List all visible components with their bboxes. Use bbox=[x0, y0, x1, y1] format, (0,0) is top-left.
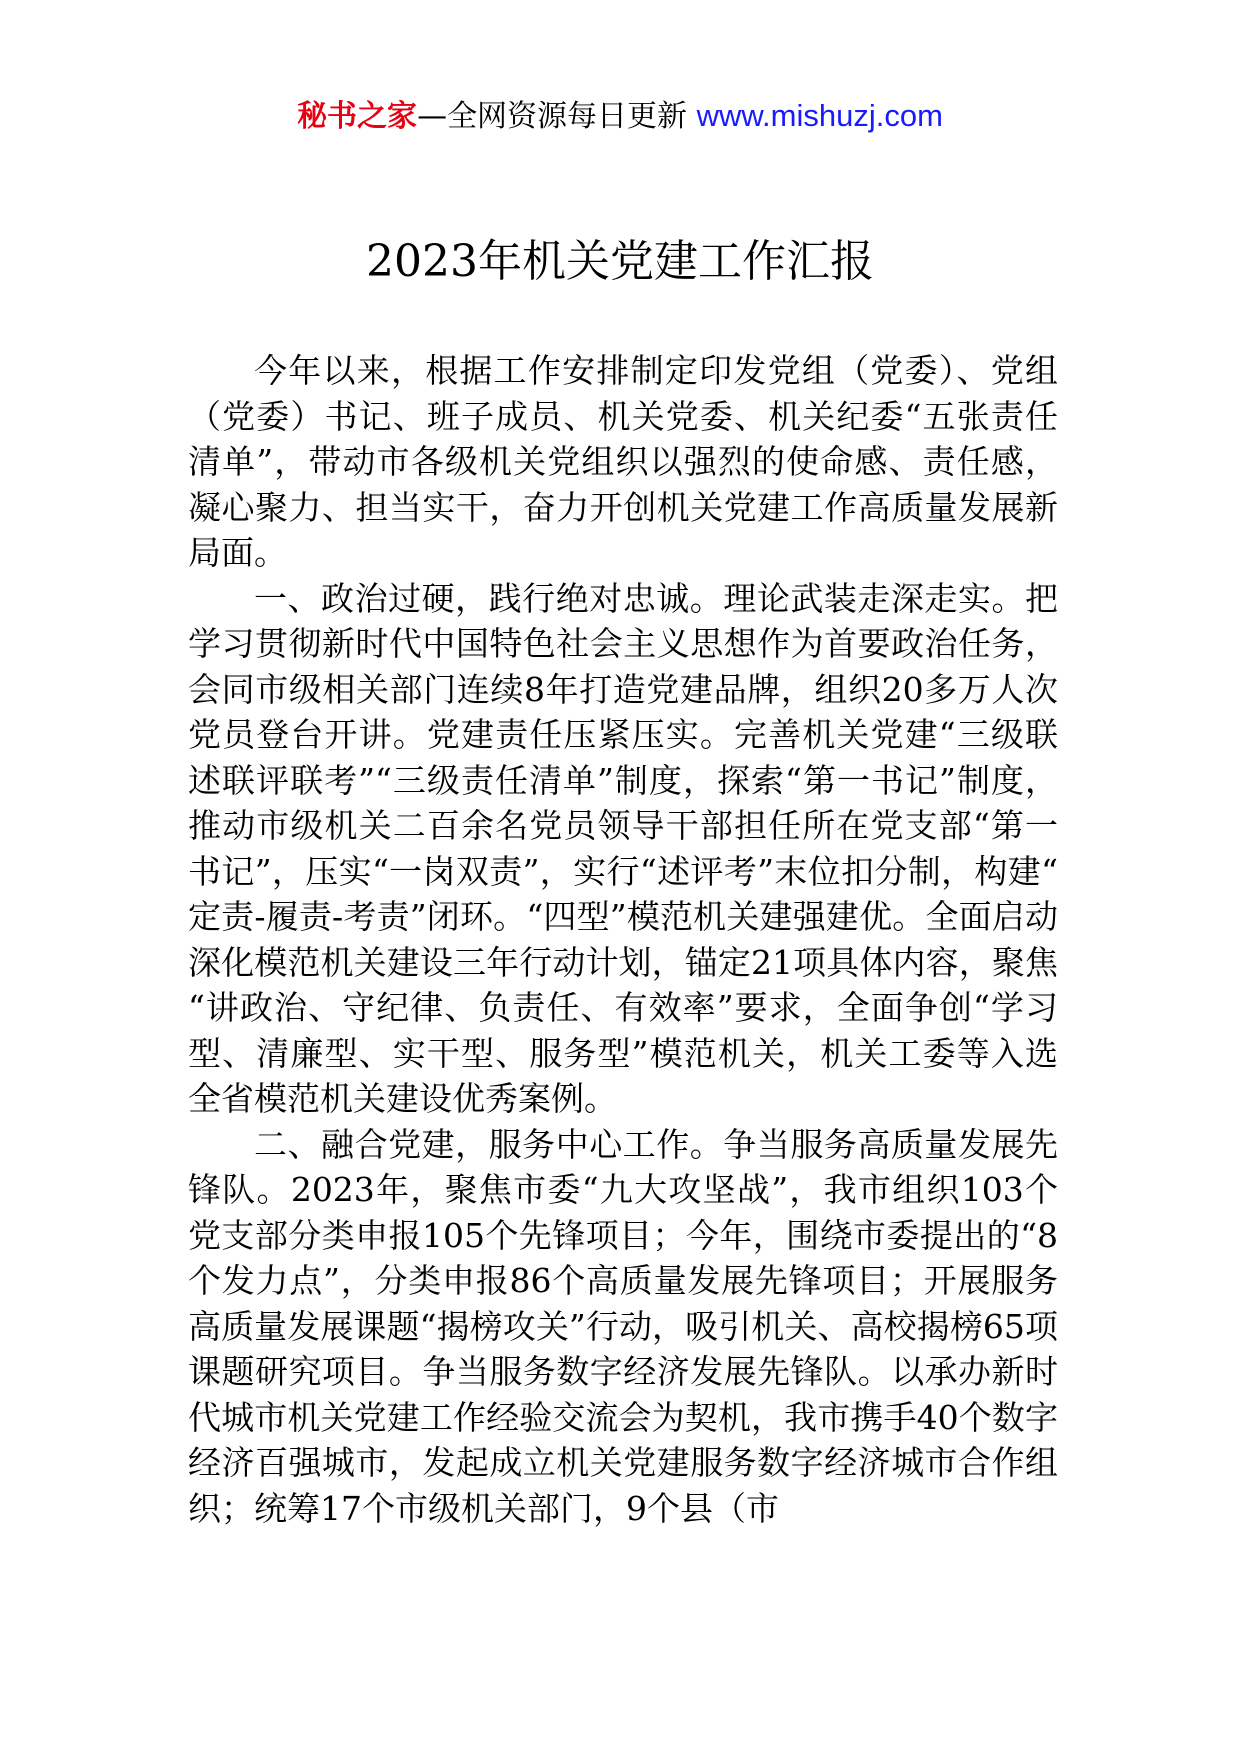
site-header bbox=[0, 96, 1240, 137]
paragraph-intro: 今年以来，根据工作安排制定印发党组（党委）、党组（党委）书记、班子成员、机关党委、机关纪委“五张责任清单”，带动市各级机关党组织以强烈的使命感、责任感，凝心聚力、担当实干，奋力开创机关党建工作高质量发展新局面。 bbox=[188, 351, 1058, 572]
paragraph-section-2: 二、融合党建，服务中心工作。争当服务高质量发展先锋队。2023年，聚焦市委“九大攻坚战”，我市组织103个党支部分类申报105个先锋项目；今年，围绕市委提出的“8个发力点”，分类申报86个高质量发展先锋项目；开展服务高质量发展课题“揭榜攻关”行动，吸引机关、高校揭榜65项课题研究项目。争当服务数字经济发展先锋队。以承办新时代城市机关党建工作经验交流会为契机，我市携手40个数字经济百强城市，发起成立机关党建服务数字经济城市合作组织；统筹17个市级机关部门，9个县（市 bbox=[188, 1124, 1058, 1528]
header-slogan: —全网资源每日更新 bbox=[417, 99, 688, 134]
brand-name: 秘书之家 bbox=[297, 99, 418, 134]
document-body bbox=[188, 348, 1058, 1531]
document-title: 2023年机关党建工作汇报 bbox=[366, 236, 874, 287]
site-url-link[interactable]: www.mishuzj.com bbox=[696, 98, 943, 133]
paragraph-section-1: 一、政治过硬，践行绝对忠诚。理论武装走深走实。把学习贯彻新时代中国特色社会主义思想作为首要政治任务，会同市级相关部门连续8年打造党建品牌，组织20多万人次党员登台开讲。党建责任压紧压实。完善机关党建“三级联述联评联考”“三级责任清单”制度，探索“第一书记”制度，推动市级机关二百余名党员领导干部担任所在党支部“第一书记”，压实“一岗双责”，实行“述评考”末位扣分制，构建“定责-履责-考责”闭环。“四型”模范机关建强建优。全面启动深化模范机关建设三年行动计划，锚定21项具体内容，聚焦“讲政治、守纪律、负责任、有效率”要求，全面争创“学习型、清廉型、实干型、服务型”模范机关，机关工委等入选全省模范机关建设优秀案例。 bbox=[188, 578, 1058, 1118]
